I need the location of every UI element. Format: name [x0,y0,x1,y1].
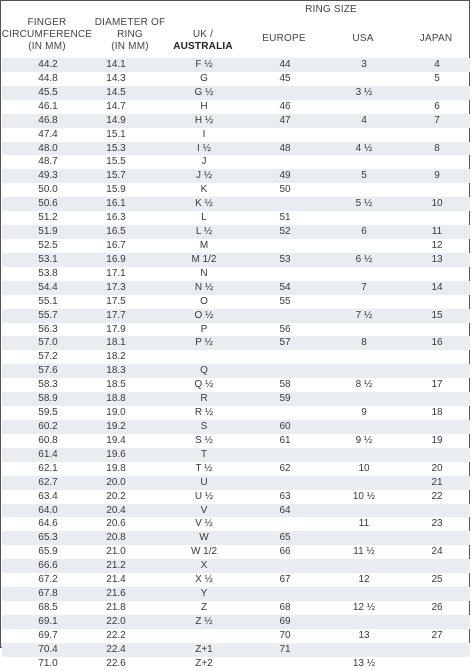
diameter-cell: 14.7 [106,100,126,112]
table-row [2,197,470,211]
finger-circumference-cell: 57.0 [38,337,58,349]
japan-size-cell: 24 [431,546,443,558]
uk-size-cell: J ½ [195,170,213,182]
table-row [2,573,470,587]
finger-circumference-cell: 71.0 [38,657,58,669]
diameter-cell: 19.0 [106,407,126,419]
finger-circumference-cell: 48.0 [38,142,58,154]
table-row [2,58,470,72]
finger-circumference-cell: 50.6 [38,198,58,210]
diameter-header-line: DIAMETER OF [94,17,166,28]
table-row [2,225,470,239]
diameter-cell: 17.9 [106,323,126,335]
table-row [2,392,470,406]
table-row [2,490,470,504]
finger-circumference-cell: 57.6 [38,365,58,377]
finger-circumference-cell: 52.5 [38,239,58,251]
uk-size-cell: Z ½ [195,615,213,627]
europe-size-cell: 63 [279,490,291,502]
table-row [2,476,470,490]
diameter-cell: 20.2 [106,490,126,502]
europe-size-cell: 44 [279,59,291,70]
finger-circumference-cell: 53.1 [38,253,58,265]
europe-size-cell: 60 [279,420,291,432]
finger-header-line: (IN MM) [28,41,66,52]
table-row [2,531,470,545]
usa-size-cell: 7 ½ [355,309,373,321]
table-row [2,169,470,183]
japan-size-cell: 19 [431,434,443,446]
diameter-cell: 16.5 [106,226,126,238]
finger-circumference-cell: 66.6 [38,560,58,572]
finger-circumference-cell: 63.4 [38,490,58,502]
diameter-cell: 17.1 [106,267,126,279]
uk-size-cell: I ½ [197,142,211,154]
europe-size-cell: 62 [279,462,291,474]
table-row [2,448,470,462]
diameter-cell: 18.8 [106,393,126,405]
finger-header-line: CIRCUMFERENCE [1,29,93,40]
europe-size-cell: 71 [279,643,291,655]
table-row [2,559,470,573]
uk-header-line: UK / [192,29,214,40]
usa-size-cell: 12 [358,574,370,586]
diameter-cell: 15.9 [106,184,126,196]
finger-circumference-cell: 67.2 [38,574,58,586]
table-body [2,58,470,671]
finger-circumference-cell: 60.8 [38,434,58,446]
finger-circumference-cell: 65.3 [38,532,58,544]
japan-size-cell: 25 [431,574,443,586]
finger-circumference-cell: 58.3 [38,379,58,391]
table-row [2,545,470,559]
japan-size-cell: 13 [431,253,443,265]
uk-size-cell: Z+1 [195,643,213,655]
japan-size-cell: 27 [431,629,443,641]
diameter-cell: 22.0 [106,615,126,627]
europe-size-cell: 61 [279,434,291,446]
europe-size-cell: 59 [279,393,291,405]
japan-size-cell: 14 [431,281,443,293]
europe-size-cell: 64 [279,504,291,516]
finger-circumference-cell: 44.2 [38,59,58,70]
diameter-cell: 18.2 [106,351,126,363]
table-row [2,323,470,337]
japan-size-cell: 9 [434,170,440,182]
diameter-cell: 15.3 [106,142,126,154]
japan-size-cell: 18 [431,407,443,419]
finger-circumference-cell: 51.9 [38,226,58,238]
diameter-cell: 21.4 [106,574,126,586]
diameter-cell: 21.8 [106,601,126,613]
table-row [2,378,470,392]
table-row [2,86,470,100]
japan-size-cell: 16 [431,337,443,349]
usa-size-cell: 10 ½ [352,490,376,502]
diameter-cell: 14.5 [106,86,126,98]
finger-circumference-cell: 53.8 [38,267,58,279]
diameter-cell: 16.3 [106,212,126,224]
finger-circumference-cell: 51.2 [38,212,58,224]
uk-size-cell: S ½ [195,434,213,446]
diameter-cell: 19.2 [106,420,126,432]
uk-size-cell: X [200,560,208,572]
uk-size-cell: G ½ [194,86,214,98]
japan-header: JAPAN [419,33,453,44]
europe-size-cell: 46 [279,100,291,112]
table-row [2,462,470,476]
usa-size-cell: 3 ½ [355,86,373,98]
uk-size-cell: Z [200,601,208,613]
europe-size-cell: 48 [279,142,291,154]
uk-size-cell: U ½ [194,490,214,502]
diameter-cell: 14.1 [106,59,126,70]
diameter-cell: 22.2 [106,629,126,641]
diameter-cell: 18.3 [106,365,126,377]
finger-circumference-cell: 69.7 [38,629,58,641]
diameter-cell: 21.2 [106,560,126,572]
table-row [2,434,470,448]
finger-circumference-cell: 48.7 [38,156,58,168]
uk-size-cell: P [200,323,208,335]
table-header [1,1,471,58]
japan-size-cell: 17 [431,379,443,391]
usa-size-cell: 11 ½ [353,546,375,558]
uk-size-cell: Y [200,588,208,600]
uk-size-cell: H [200,100,208,112]
uk-size-cell: M 1/2 [191,253,217,265]
diameter-cell: 15.5 [106,156,126,168]
usa-size-cell: 12 ½ [352,601,376,613]
usa-size-cell: 9 ½ [355,434,373,446]
finger-circumference-cell: 61.4 [38,448,58,460]
uk-size-cell: K ½ [195,198,213,210]
uk-size-cell: S [200,420,208,432]
diameter-cell: 14.9 [106,114,126,126]
uk-size-cell: Z+2 [195,657,213,669]
usa-size-cell: 8 ½ [355,379,373,391]
uk-size-cell: F ½ [195,59,213,70]
europe-size-cell: 50 [279,184,291,196]
diameter-cell: 19.8 [106,462,126,474]
finger-circumference-cell: 55.1 [38,295,58,307]
finger-circumference-cell: 54.4 [38,281,58,293]
diameter-header [87,17,173,53]
finger-circumference-cell: 50.0 [38,184,58,196]
usa-size-cell: 4 [361,114,367,126]
table-row [2,406,470,420]
diameter-cell: 20.6 [106,518,126,530]
finger-circumference-cell: 67.8 [38,588,58,600]
diameter-cell: 22.6 [106,657,126,669]
diameter-cell: 17.5 [106,295,126,307]
japan-size-cell: 12 [431,239,443,251]
uk-size-cell: T ½ [195,462,213,474]
europe-size-cell: 66 [279,546,291,558]
finger-circumference-cell: 62.7 [38,476,58,488]
finger-circumference-cell: 58.9 [38,393,58,405]
diameter-cell: 17.7 [106,309,126,321]
usa-size-cell: 3 [361,59,367,70]
diameter-cell: 18.5 [106,379,126,391]
finger-circumference-cell: 69.1 [38,615,58,627]
usa-size-cell: 4 ½ [355,142,373,154]
finger-circumference-cell: 49.3 [38,170,58,182]
usa-size-cell: 5 ½ [355,198,373,210]
europe-size-cell: 54 [279,281,291,293]
table-row [2,72,470,86]
europe-size-cell: 49 [279,170,291,182]
usa-size-cell: 11 [358,518,370,530]
table-row [2,142,470,156]
diameter-cell: 21.0 [106,546,126,558]
finger-circumference-cell: 46.1 [38,100,58,112]
uk-size-cell: P ½ [195,337,213,349]
europe-size-cell: 69 [279,615,291,627]
europe-header: EUROPE [262,33,306,44]
usa-size-cell: 8 [361,337,367,349]
europe-size-cell: 51 [279,212,291,224]
uk-size-cell: V ½ [195,518,213,530]
japan-size-cell: 8 [434,142,440,154]
uk-header-line: AUSTRALIA [173,41,233,52]
table-row [2,128,470,142]
finger-circumference-cell: 59.5 [38,407,58,419]
diameter-cell: 16.7 [106,239,126,251]
diameter-cell: 14.3 [106,72,126,84]
table-row [2,253,470,267]
diameter-cell: 20.4 [106,504,126,516]
table-row [2,114,470,128]
usa-size-cell: 13 ½ [352,657,376,669]
ring-size-heading: RING SIZE [305,4,357,15]
japan-size-cell: 7 [434,114,440,126]
uk-size-cell: J [201,156,207,168]
usa-size-cell: 13 [358,629,370,641]
europe-size-cell: 67 [279,574,291,586]
uk-size-cell: T [200,448,208,460]
japan-size-cell: 10 [431,198,443,210]
table-row [2,155,470,169]
uk-size-cell: L [201,212,207,224]
uk-size-cell: G [200,72,208,84]
finger-circumference-cell: 55.7 [38,309,58,321]
table-row [2,281,470,295]
uk-size-cell: H ½ [194,114,214,126]
diameter-cell: 18.1 [106,337,126,349]
table-row [2,364,470,378]
table-row [2,517,470,531]
finger-circumference-cell: 56.3 [38,323,58,335]
table-row [2,601,470,615]
uk-size-cell: M [199,239,209,251]
diameter-header-line: RING [117,29,143,40]
uk-size-cell: R [200,393,208,405]
japan-size-cell: 4 [434,59,440,70]
uk-size-cell: W 1/2 [190,546,218,558]
europe-size-cell: 53 [279,253,291,265]
finger-circumference-cell: 70.4 [38,643,58,655]
usa-header: USA [352,33,374,44]
finger-circumference-cell: 60.2 [38,420,58,432]
table-row [2,309,470,323]
europe-size-cell: 70 [279,629,291,641]
table-row [2,615,470,629]
japan-size-cell: 5 [434,72,440,84]
table-row [2,420,470,434]
uk-size-cell: O ½ [194,309,214,321]
usa-size-cell: 9 [361,407,367,419]
finger-header-line: FINGER [27,17,67,28]
japan-size-cell: 23 [431,518,443,530]
uk-size-cell: U [200,476,208,488]
diameter-cell: 20.8 [106,532,126,544]
table-row [2,657,470,671]
europe-size-cell: 68 [279,601,291,613]
finger-circumference-cell: 45.5 [38,86,58,98]
europe-size-cell: 45 [279,72,291,84]
diameter-cell: 16.9 [106,253,126,265]
table-row [2,295,470,309]
uk-size-cell: W [199,532,209,544]
europe-size-cell: 47 [279,114,291,126]
uk-size-cell: N ½ [194,281,214,293]
uk-size-cell: O [200,295,208,307]
table-row [2,211,470,225]
table-row [2,336,470,350]
table-row [2,350,470,364]
europe-size-cell: 52 [279,226,291,238]
japan-size-cell: 6 [434,100,440,112]
europe-size-cell: 56 [279,323,291,335]
diameter-cell: 17.3 [106,281,126,293]
finger-circumference-cell: 46.8 [38,114,58,126]
japan-size-cell: 26 [431,601,443,613]
diameter-cell: 16.1 [106,198,126,210]
uk-size-cell: Q ½ [194,379,214,391]
finger-circumference-header [1,17,93,53]
finger-circumference-cell: 62.1 [38,462,58,474]
finger-circumference-cell: 65.9 [38,546,58,558]
diameter-cell: 19.4 [106,434,126,446]
usa-size-cell: 6 [361,226,367,238]
europe-size-cell: 55 [279,295,291,307]
table-row [2,267,470,281]
diameter-cell: 22.4 [106,643,126,655]
table-row [2,239,470,253]
usa-size-cell: 5 [361,170,367,182]
europe-size-cell: 57 [279,337,291,349]
uk-size-cell: Q [200,365,208,377]
diameter-cell: 21.6 [106,588,126,600]
usa-size-cell: 6 ½ [355,253,373,265]
finger-circumference-cell: 68.5 [38,601,58,613]
japan-size-cell: 20 [431,462,443,474]
japan-size-cell: 11 [431,226,443,238]
finger-circumference-cell: 57.2 [38,351,58,363]
finger-circumference-cell: 64.0 [38,504,58,516]
table-row [2,504,470,518]
table-row [2,629,470,643]
diameter-header-line: (IN MM) [111,41,149,52]
uk-size-cell: N [200,267,208,279]
uk-size-cell: K [200,184,208,196]
usa-size-cell: 7 [361,281,367,293]
finger-circumference-cell: 47.4 [38,128,58,140]
diameter-cell: 20.0 [106,476,126,488]
europe-size-cell: 65 [279,532,291,544]
uk-size-cell: R ½ [194,407,214,419]
uk-australia-header [165,29,241,53]
table-row [2,183,470,197]
japan-size-cell: 22 [431,490,443,502]
diameter-cell: 15.7 [106,170,126,182]
uk-size-cell: X ½ [195,574,213,586]
japan-size-cell: 15 [431,309,443,321]
japan-size-cell: 21 [431,476,443,488]
uk-size-cell: V [200,504,208,516]
uk-size-cell: L ½ [195,226,213,238]
uk-size-cell: I [202,128,206,140]
finger-circumference-cell: 44.8 [38,72,58,84]
diameter-cell: 15.1 [106,128,126,140]
usa-size-cell: 10 [358,462,370,474]
table-row [2,100,470,114]
table-row [2,587,470,601]
diameter-cell: 19.6 [106,448,126,460]
europe-size-cell: 58 [279,379,291,391]
finger-circumference-cell: 64.6 [38,518,58,530]
